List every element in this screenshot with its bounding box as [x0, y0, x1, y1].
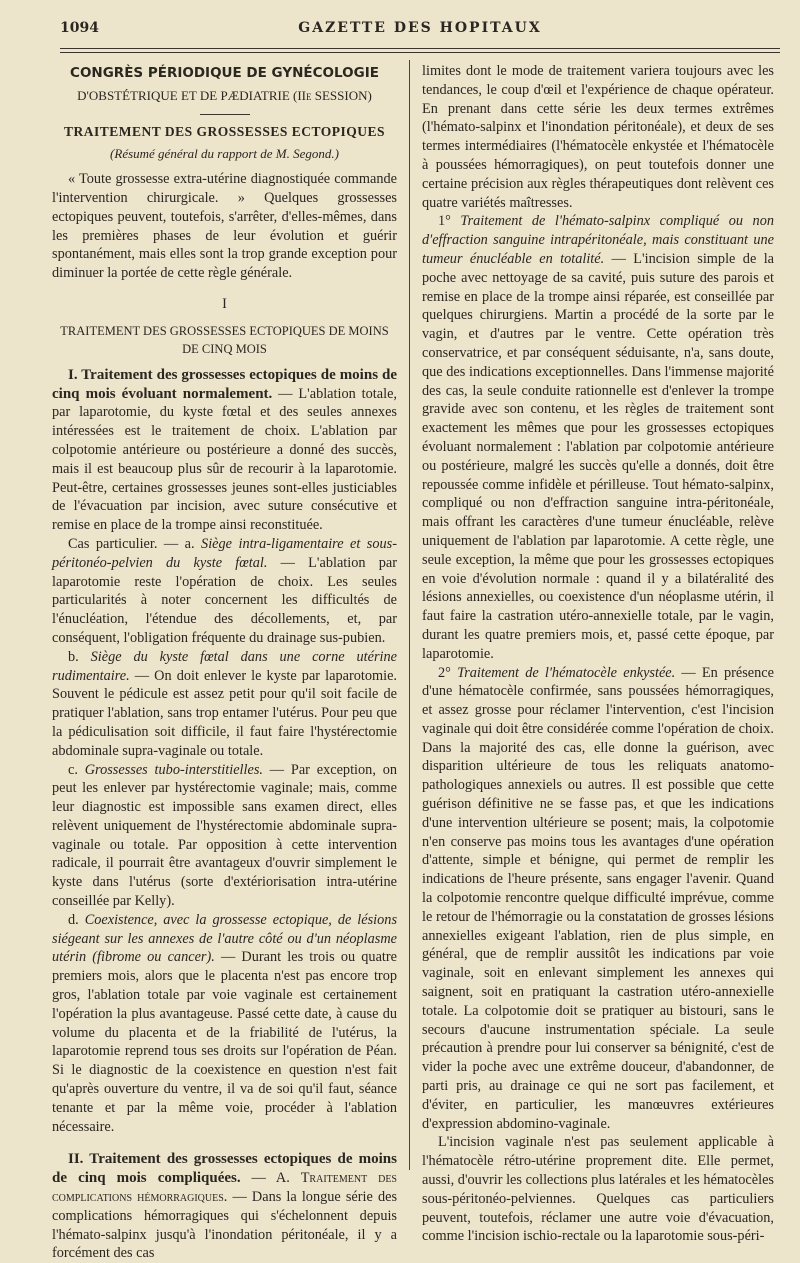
journal-title: GAZETTE DES HOPITAUX [298, 20, 542, 36]
section-2-heading: II. Traitement des grossesses ectopiques de moins de cinq mois compliquées. [52, 1151, 397, 1187]
section-rule [200, 114, 250, 115]
section-2-sep: — A. [240, 1170, 301, 1187]
case-c-text: — Par exception, on peut les enlever par hystérectomie vaginale; mais, comme leur diagnostic est impossible sans examen direct, elles relèvent uniquement de l'hystérectomie abdominale supra-vaginale ou totale. Par opposition à cette intervention radicale, il pourrait être avantageux d'ouvrir simplement le kyste dans l'utérus (sorte d'extériorisation intra-utérine conseillée par Kelly). [52, 761, 397, 910]
intro-paragraph: « Toute grossesse extra-utérine diagnostiquée commande l'intervention chirurgicale. » Quelques grossesses ectopiques peuvent, toutefois, s'arrêter, d'elles-mêmes, dans les premières phases de leur évolution et guérir spontanément, mais elles sont la trop grande exception pour diminuer la portée de cette règle générale. [52, 171, 397, 282]
case-a-lead: Cas particulier. — a. [68, 535, 202, 552]
page-header [60, 20, 780, 46]
case-b-paragraph [52, 648, 397, 761]
section-1-paragraph [52, 366, 397, 535]
subsection-2-number: 2° [438, 664, 458, 681]
case-d-title: Coexistence, avec la grossesse ectopique, de lésions siégeant sur les annexes de l'autre côté ou d'un néoplasme utérin (fibrome ou cancer). [52, 911, 398, 966]
case-d-lead: d. [68, 911, 85, 928]
section-2-paragraph [52, 1150, 397, 1263]
header-rule [60, 52, 780, 53]
right-paragraph-1: limites dont le mode de traitement variera toujours avec les tendances, le coup d'œil et l'expérience de chaque opérateur. En prenant dans cette série les deux termes extrêmes (l'hémato-salpinx et l'inondation péritonéale), et deux de ses termes intermédiaires (l'hématocèle enkystée et l'hématocèle à poussées hémorragiques), on peut toutefois donner une certaine précision aux règles thérapeutiques dont relèvent ces quatre variétés maîtresses. [422, 63, 774, 211]
left-column [52, 62, 397, 1263]
congress-subheading: D'OBSTÉTRIQUE ET DE PÆDIATRIE (IIe SESSION) [77, 87, 372, 103]
case-c-lead: c. [68, 761, 85, 778]
case-c-title: Grossesses tubo-interstitielles. [84, 761, 263, 778]
section-2-subtitle: Traitement des complications hémorragiques. [52, 1170, 397, 1206]
header-rule [60, 48, 780, 49]
right-paragraph-2 [422, 212, 774, 663]
section-1-heading: I. Traitement des grossesses ectopiques de moins de cinq mois évoluant normalement. [52, 366, 397, 402]
column-divider [409, 60, 410, 1170]
page-number: 1094 [60, 20, 99, 36]
subsection-2-title: Traitement de l'hématocèle enkystée. [457, 664, 676, 681]
case-a-text: — L'ablation par laparotomie reste l'opération de choix. Les seules particularités à noter concernent les difficultés de l'énucléation, l'étendue des décollements, et, par conséquent, l'obligation fréquente du drainage sus-pubien. [52, 554, 397, 646]
case-a-paragraph [52, 535, 397, 648]
case-d-text: — Durant les trois ou quatre premiers mois, alors que le placenta n'est pas encore trop gros, l'ablation totale par voie vaginale est certainement l'opération la plus avantageuse. Passé cette date, à cause du volume du placenta et de la friabilité de l'utérus, la laparotomie reprend tous ses droits sur l'opération de Péan. Si le diagnostic de la coexistence en question n'est fait qu'après ouverture du ventre, il va de soi qu'il faut, séance tenante et par la même voie, procéder à l'ablation nécessaire. [52, 949, 398, 1135]
subsection-2-text: — En présence d'une hématocèle confirmée, sans poussées hémorragiques, et assez grosse pour réclamer l'intervention, c'est l'incision vaginale qui doit être considérée comme l'opération de choix. Dans la majorité des cas, elle donne la guérison, avec disparition ultérieure de tous les reliquats anatomo-pathologiques annexiels ou autres. Il est possible que cette guérison définitive ne se fasse pas, et que les indications d'une intervention ultérieure se posent; mais, la colpotomie n'en conserve pas moins tous les avantages d'une opération d'attente, simple et bénigne, qui permet de remplir les indications de l'heure présente, sans engager l'avenir. Quand la colpotomie rencontre quelque difficulté imprévue, comme le retour de l'hémorragie ou la constatation de grosses lésions annexielles exigeant l'ablation, rien de plus simple, en général, que de remplir aussitôt les indications par voie vaginale, soit en enlevant simplement les annexes qui saignent, soit en pratiquant la castration utéro-annexielle totale. La colpotomie doit se pratiquer au bistouri, sans le secours d'aucune instrumentation spéciale. La seule précaution à prendre pour lui conserver sa bénignité, c'est de vider la poche avec une extrême douceur, d'abandonner, de parti pris, au drainage ce qui ne sort pas facilement, et d'éviter, en particulier, les manœuvres extérieures d'expression abdomino-vaginale. [422, 664, 774, 1132]
subsection-1-title: Traitement de l'hémato-salpinx compliqué ou non d'effraction sanguine intrapéritonéale, mais constituant une tumeur énucléable en totalité. [422, 213, 774, 267]
case-a-title: Siège intra-ligamentaire et sous-péritonéo-pelvien du kyste fœtal. [52, 535, 397, 571]
article-summary: (Résumé général du rapport de M. Segond.) [110, 146, 339, 162]
right-paragraph-3 [422, 664, 774, 1134]
case-b-text: — On doit enlever le kyste par laparotomie. Souvent le pédicule est assez petit pour qu'il soit facile de pratiquer l'ablation, sans trop entamer l'utérus. Pour peu que la pédiculisation soit difficile, il faut faire l'hystérectomie abdominale supra-vaginale ou totale. [52, 667, 397, 759]
part-title: TRAITEMENT DES GROSSESSES ECTOPIQUES DE MOINS DE CINQ MOIS [60, 323, 389, 356]
section-2-text: — Dans la longue série des complications hémorragiques qui s'échelonnent depuis l'hémato-salpinx jusqu'à l'inondation péritonéale, il y a forcément des cas [52, 1189, 398, 1262]
subsection-1-text: — L'incision simple de la poche avec nettoyage de sa cavité, puis suture des parois et remise en place de la trompe ainsi réparée, est conseillée par quelques chirurgiens. Martin a procédé de la sorte par le vagin, et d'autres par le ventre. Cette opération très conservatrice, et par conséquent séduisante, n'a, sans doute, que des indications exceptionnelles. Dans l'immense majorité des cas, la seule conduite rationnelle est d'enlever la trompe gravide avec son contenu, et les règles de traitement sont exactement les mêmes que pour les grossesses ectopiques évoluant normalement : l'ablation par colpotomie antérieure ou postérieure, malgré les succès qu'elle a donnés, doit être repoussée comme infidèle et périlleuse. Tout hémato-salpinx, compliqué ou non d'effraction sanguine intra-péritonéale, mais offrant les caractères d'une tumeur énucléable, relève uniquement de l'ablation par laparotomie. A cette règle, une seule exception, la même que pour les grossesses ectopiques en voie d'évolution normale : quand il y a bilatéralité des lésions annexielles, ou coexistence d'un néoplasme utérin, il faut faire la castration utéro-annexielle totale, par le vagin, durant les quatre premiers mois, et, passé cette époque, par laparotomie. [422, 250, 775, 662]
section-1-text: — L'ablation totale, par laparotomie, du kyste fœtal et des seules annexes intéressées est le traitement de choix. L'ablation par colpotomie antérieure ou postérieure a donné des succès, mais il est beaucoup plus sûr de recourir à la laparotomie. Peut-être, certaines grossesses jeunes sont-elles justiciables de l'évacuation par incision, avec suture consécutive et remise en place de la trompe ainsi reconstituée. [52, 385, 398, 534]
case-d-paragraph [52, 911, 397, 1137]
congress-heading: CONGRÈS PÉRIODIQUE DE GYNÉCOLOGIE [70, 65, 379, 81]
case-b-lead: b. [68, 648, 91, 665]
part-number: I [222, 295, 227, 312]
right-paragraph-4: L'incision vaginale n'est pas seulement applicable à l'hématocèle rétro-utérine proprement dite. Elle permet, aussi, d'ouvrir les collections plus latérales et les hématocèles sous-péritonéo-pelviennes. Quelques cas particuliers peuvent, toutefois, réclamer une autre voie d'évacuation, comme l'incision ischio-rectale ou la laparotomie sous-péri- [422, 1134, 774, 1245]
right-column [422, 62, 774, 1246]
case-b-title: Siège du kyste fœtal dans une corne utérine rudimentaire. [52, 648, 398, 684]
subsection-1-number: 1° [438, 213, 461, 230]
article-title: TRAITEMENT DES GROSSESSES ECTOPIQUES [64, 123, 385, 139]
case-c-paragraph [52, 761, 397, 911]
